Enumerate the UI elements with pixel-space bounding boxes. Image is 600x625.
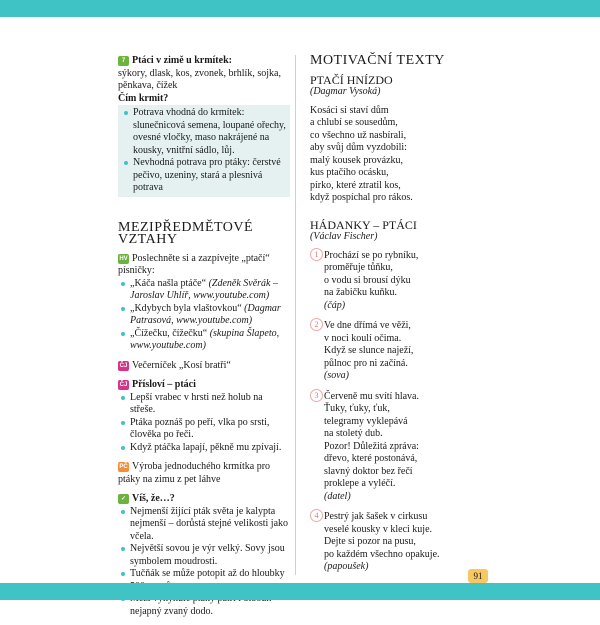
section-heading: MOTIVAČNÍ TEXTY [310, 53, 445, 68]
list-item: Největší sovou je výr velký. Sovy jsou symbolem moudrosti. [118, 543, 290, 568]
poem-title: PTAČÍ HNÍZDO [310, 72, 393, 87]
riddle-answer: (sova) [324, 370, 349, 381]
proverb-list [118, 392, 290, 455]
subject-badge: ČJ [119, 382, 128, 388]
list-item [118, 278, 290, 303]
riddles-author: (Václav Fischer) [310, 231, 378, 242]
poem-author: (Dagmar Vysoká) [310, 86, 381, 97]
poem-line: pírko, které ztratil kos, [310, 179, 401, 191]
list-item: Nevhodná potrava pro ptáky: čerstvé pečivo, uzeniny, stará a plesnivá potrava [121, 157, 287, 195]
riddle-line: Prochází se po rybníku, [324, 249, 419, 261]
page-number: 91 [468, 569, 488, 583]
riddle-line: na žabičku kuňku. [324, 287, 398, 298]
riddle-number: 1 [310, 248, 323, 261]
poem-line: kus ptačího ocásku, [310, 167, 389, 178]
riddle-number: 4 [310, 509, 323, 522]
box-number-badge: 7 [118, 56, 129, 66]
subject-badge: ČJ [119, 362, 128, 369]
box-proverbs [118, 379, 290, 454]
list-item [118, 328, 290, 353]
riddle-line: slavný doktor bez řečí [324, 465, 413, 477]
box-evening-story [118, 360, 290, 373]
box-title: Přísloví – ptáci [132, 379, 196, 390]
riddle-answer: (čáp) [324, 299, 346, 311]
poem-body [310, 105, 480, 205]
riddle-answer: (papoušek) [324, 561, 369, 572]
riddles-title: HÁDANKY – PTÁCI [310, 217, 417, 232]
box-intro: Poslechněte si a zazpívejte „ptačí“ písničky: [118, 252, 270, 276]
song-source: (Dagmar Patrasová, www.youtube.com) [130, 302, 281, 326]
box-birds-winter [118, 55, 290, 197]
riddle-line: Červeně mu svítí hlava. [324, 390, 419, 402]
song-title: „Čížečku, čížečku“ [130, 327, 208, 339]
riddle-number: 3 [310, 389, 323, 402]
list-item: Nejmenší žijící pták světa je kalypta nejmenší – dorůstá stejné velikosti jako včela. [118, 506, 290, 544]
bird-icon: ✓ [118, 494, 129, 504]
riddle-line: po každém všechno opakuje. [324, 548, 440, 560]
box-title: Víš, že…? [132, 493, 175, 504]
riddle-line: telegramy vyklepává [324, 415, 408, 427]
riddle-line: Dejte si pozor na pusu, [324, 536, 416, 547]
song-source: (skupina Šlapeto, www.youtube.com) [130, 327, 280, 351]
bird-list: sýkory, dlask, kos, zvonek, brhlík, sojka, pěnkava, čížek [118, 67, 281, 91]
poem-line: a chlubí se sousedům, [310, 117, 398, 128]
riddle-line: půlnoc pro ni začíná. [324, 357, 408, 369]
riddle-line: Pozor! Důležitá zpráva: [324, 440, 419, 452]
poem-line: malý kousek provázku, [310, 154, 404, 166]
riddle-line: o vodu si brousí dýku [324, 274, 411, 286]
bottom-color-band [0, 583, 600, 600]
riddle-line: Ťuky, ťuky, ťuk, [324, 403, 390, 414]
section-heading: MEZIPŘEDMĚTOVÉ VZTAHY [118, 219, 254, 247]
riddle-answer: (datel) [324, 490, 351, 502]
song-source: (Zdeněk Svěrák – Jaroslav Uhlíř, www.youtube.com) [130, 277, 278, 301]
subject-badge: HV [119, 255, 128, 262]
column-divider [295, 55, 296, 575]
box-music [118, 253, 290, 353]
list-item: Lepší vrabec v hrsti než holub na střeše. [118, 392, 290, 417]
right-column [310, 55, 480, 582]
food-list [118, 105, 290, 197]
song-title: „Kdybych byla vlaštovkou“ [130, 302, 242, 314]
box-subtitle: Čím krmit? [118, 92, 169, 104]
list-item [118, 303, 290, 328]
riddle-line: proměřuje tůňku, [324, 262, 393, 273]
riddle-line: Pestrý jak šašek v cirkusu [324, 511, 428, 522]
poem-line: aby svůj dům vyzdobili: [310, 142, 407, 153]
riddle [310, 391, 480, 504]
box-title: Ptáci v zimě u krmítek: [132, 55, 232, 66]
list-item: Tučňák se může potopit až do hloubky [118, 568, 290, 593]
riddle-line: proklepe a vyléčí. [324, 478, 396, 489]
list-item: Když ptáčka lapají, pěkně mu zpívají. [118, 442, 290, 455]
poem-line: Kosáci si staví dům [310, 104, 389, 116]
riddle-line: na stoletý dub. [324, 428, 383, 439]
riddle [310, 320, 480, 383]
riddle-number: 2 [310, 318, 323, 331]
riddle-line: veselé kousky v kleci kuje. [324, 523, 433, 535]
riddle-line: Když se slunce naježí, [324, 345, 414, 356]
riddle [310, 511, 480, 574]
poem-line: co všechno už nasbírali, [310, 129, 407, 141]
riddle-line: v noci koulí očima. [324, 332, 402, 344]
riddle-line: dřevo, které postonává, [324, 453, 418, 464]
song-list [118, 278, 290, 353]
riddle-line: Ve dne dřímá ve věži, [324, 320, 411, 331]
left-column [118, 55, 290, 625]
box-text: Večerníček „Kosí bratři“ [132, 359, 231, 371]
top-color-band [0, 0, 600, 17]
poem-line: když pospíchal pro rákos. [310, 192, 413, 203]
box-text: Výroba jednoduchého krmítka pro ptáky na zimu z pet láhve [118, 461, 271, 485]
box-craft [118, 461, 290, 486]
song-title: „Káča našla ptáče“ [130, 277, 207, 289]
facts-list [118, 506, 290, 619]
subject-badge: PČ [119, 464, 128, 470]
riddle [310, 250, 480, 313]
list-item: nejapný zvaný dodo. [118, 593, 290, 618]
list-item: Potrava vhodná do krmítek: slunečnicová semena, loupané ořechy, ovesné vločky, maso nakrájené na kousky, vnitřní sádlo, lůj. [121, 107, 287, 157]
list-item: Ptáka poznáš po peří, vlka po srsti, člověka po řeči. [118, 417, 290, 442]
